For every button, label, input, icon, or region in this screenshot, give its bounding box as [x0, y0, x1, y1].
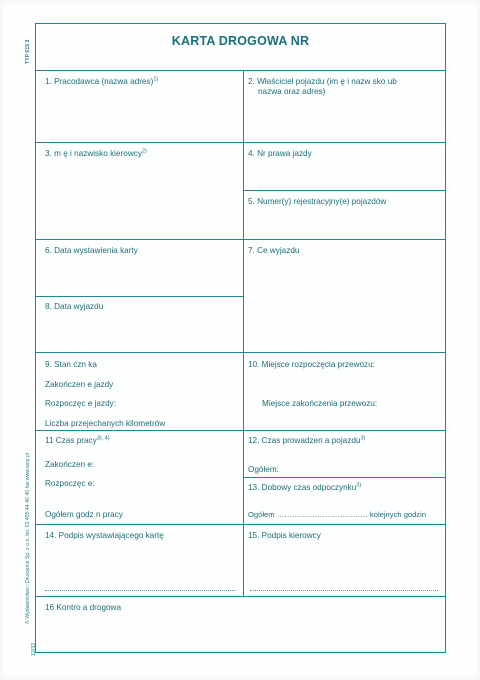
form-code-vertical: TYP 615 3: [25, 39, 31, 64]
field-odometer-start-label: Rozpoczęc e jazdy:: [45, 399, 116, 408]
form-title: KARTA DROGOWA NR: [171, 34, 310, 48]
field-rest-time-label: [248, 483, 361, 493]
field-employer-text: 1. Pracodawca (nazwa adres): [45, 77, 154, 86]
field-work-start-label: Rozpoczęc e:: [45, 479, 95, 488]
footnote-ref: 3): [360, 435, 366, 442]
field-vehicle-owner-text-cont: nazwa oraz adres): [258, 87, 326, 96]
field-purpose-label: 7. Ce wyjazdu: [248, 246, 300, 255]
field-route-end-label: Miejsce zakończenia przewozu:: [262, 399, 378, 408]
divider: [35, 296, 243, 297]
divider: [35, 352, 446, 353]
column-divider: [243, 70, 244, 596]
divider: [35, 596, 446, 597]
field-driving-time-text: 12. Czas prowadzen a pojazdu: [248, 436, 361, 445]
field-odometer-end-label: Zakończen e jazdy: [45, 380, 114, 389]
divider: [35, 70, 446, 71]
field-vehicle-owner-text: 2. Właściciel pojazdu (im ę i nazw sko ub: [248, 77, 397, 86]
field-km-total-label: Liczba przejechanych kilometrów: [45, 419, 166, 428]
footnote-ref: 3): [356, 482, 362, 489]
field-route-start-label: 10. Miejsce rozpoczęcia przewozu:: [248, 360, 375, 369]
field-driver-signature-label: 15. Podpis kierowcy: [248, 531, 321, 540]
field-work-time-text: 11 Czas pracy: [45, 436, 97, 445]
publisher-vertical: © Wydawnictwo i Drukarnie Sp. z o.o. tel. 03 455 44 40 40 fax www.wsp.pl: [25, 452, 31, 624]
signature-line: [45, 590, 235, 591]
divider: [243, 190, 446, 191]
divider: [243, 477, 446, 478]
field-vehicle-owner-label: [248, 77, 397, 97]
footnote-ref: 2): [141, 148, 147, 155]
footnote-ref: 3), 4): [96, 435, 110, 442]
field-driver-name-label: [45, 149, 147, 159]
field-work-end-label: Zakończen e:: [45, 460, 95, 469]
divider: [35, 524, 446, 525]
field-work-time-label: [45, 436, 110, 446]
field-driving-time-label: [248, 436, 365, 446]
field-registration-label: 5. Numer(y) rejestracyjny(e) pojazdów: [248, 197, 387, 206]
field-issuer-signature-label: 14. Podpis wystawiającego kartę: [45, 531, 164, 540]
field-driving-total-label: Ogółem:: [248, 465, 279, 474]
field-work-total-label: Ogółem godz n pracy: [45, 510, 123, 519]
field-departure-date-label: 8. Data wyjazdu: [45, 302, 104, 311]
field-driver-name-text: 3. m ę i nazwisko kierowcy: [45, 149, 142, 158]
divider: [35, 430, 446, 431]
divider: [35, 239, 446, 240]
form-frame: [35, 23, 446, 653]
signature-line: [250, 590, 438, 591]
field-issue-date-label: 6. Data wystawienia karty: [45, 246, 138, 255]
field-rest-time-text: 13. Dobowy czas odpoczynku: [248, 483, 357, 492]
print-number-vertical: 12/32: [31, 643, 37, 656]
field-rest-total-label: Ogółem ……………………………… kolejnych godzin: [248, 510, 427, 519]
field-employer-label: [45, 77, 158, 87]
field-odometer-label: 9. Stan czn ka: [45, 360, 97, 369]
divider: [35, 142, 446, 143]
field-road-inspection-label: 16 Kontro a drogowa: [45, 603, 122, 612]
footnote-ref: 1): [153, 76, 159, 83]
field-license-label: 4. Nr prawa jazdy: [248, 149, 312, 158]
